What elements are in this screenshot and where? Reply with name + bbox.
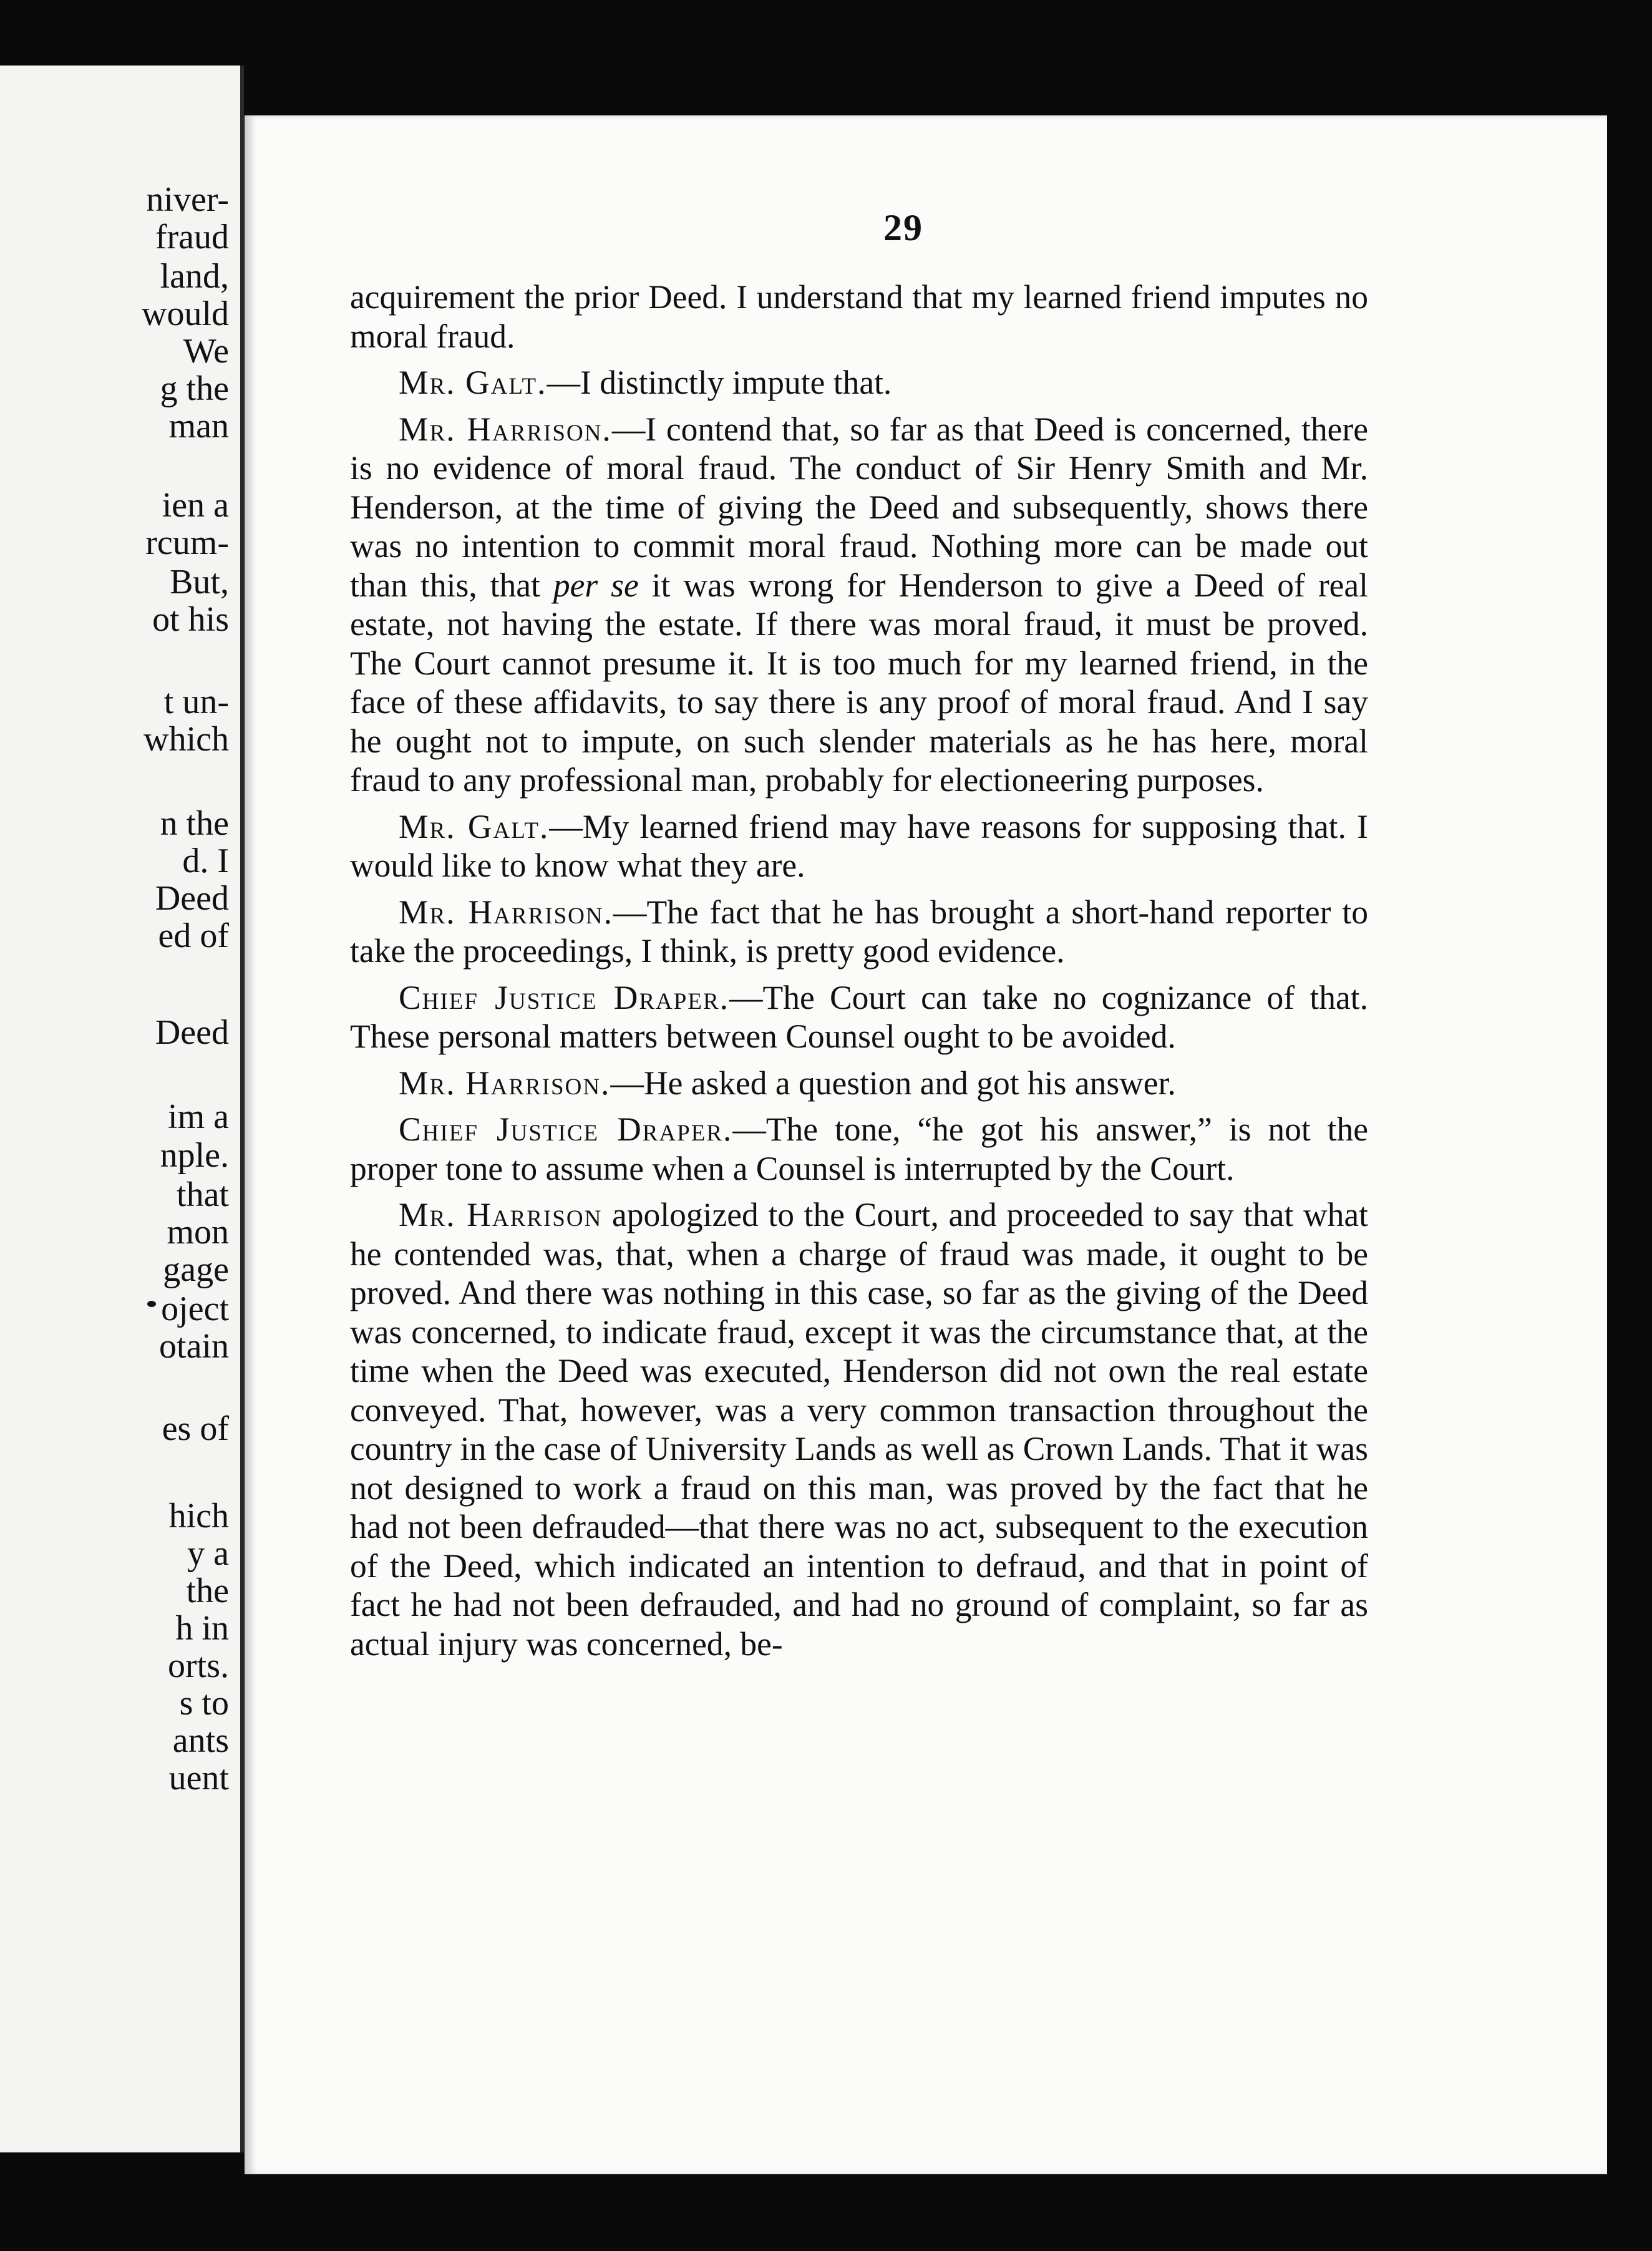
left-page-line: We bbox=[183, 332, 229, 371]
paragraph-text: —I contend that, so far as that Deed is concerned, there is no evidence of moral fraud. The conduct of Sir Henry Smith and Mr. Henderson, at the time of giving the Deed and subsequently, shows there was no intention to commit moral fraud. Nothing more can be made out than this, that bbox=[350, 410, 1368, 604]
paragraph-text: —The Court can take no cognizance of that. These personal matters between Counsel ought to be avoided. bbox=[350, 978, 1368, 1055]
left-page-line: would bbox=[142, 294, 229, 333]
speaker-name: Chief Justice Draper. bbox=[399, 1111, 733, 1148]
speaker-name: Chief Justice Draper. bbox=[399, 978, 730, 1016]
left-page-line: g the bbox=[160, 369, 229, 408]
left-page-line: fraud bbox=[155, 218, 229, 256]
paragraph-galt-1 bbox=[350, 363, 1368, 402]
left-page-line: h in bbox=[175, 1609, 229, 1648]
left-page-line: ien a bbox=[162, 486, 229, 525]
book-page bbox=[245, 115, 1607, 2174]
left-page-line: which bbox=[143, 720, 229, 759]
left-page-line: orts. bbox=[168, 1646, 229, 1685]
paragraph-text-continued: it was wrong for Henderson to give a Deed of real estate, not having the estate. If there was moral fraud, it must be proved. The Court cannot presume it. It is too much for my learned friend, in the face of these affidavits, to say there is any proof of moral fraud. And I say he ought not to impute, on such slender materials as he has here, moral fraud to any professional man, probably for electioneering purposes. bbox=[350, 566, 1368, 799]
speaker-name: Mr. Harrison. bbox=[399, 1064, 611, 1102]
speaker-name: Mr. Harrison. bbox=[399, 410, 612, 448]
left-page-line: the bbox=[186, 1572, 229, 1610]
paragraph-draper-1 bbox=[350, 978, 1368, 1056]
left-page-line: that bbox=[177, 1175, 229, 1214]
left-page-line: man bbox=[168, 407, 229, 445]
paragraph-harrison-4 bbox=[350, 1195, 1368, 1663]
paragraph-text: —The tone, “he got his answer,” is not the proper tone to assume when a Counsel is interrupted by the Court. bbox=[350, 1111, 1368, 1187]
speaker-name: Mr. Galt. bbox=[399, 364, 547, 401]
paragraph-harrison-2 bbox=[350, 893, 1368, 971]
left-page-line: hich bbox=[168, 1497, 229, 1535]
paragraph-text: —He asked a question and got his answer. bbox=[610, 1064, 1176, 1102]
left-page-line: ants bbox=[172, 1721, 229, 1760]
left-page-line: otain bbox=[159, 1327, 229, 1366]
page-number: 29 bbox=[883, 207, 923, 248]
paragraph-continuation bbox=[350, 278, 1368, 356]
left-page-line: gage bbox=[163, 1250, 229, 1289]
previous-page-edge bbox=[0, 66, 244, 2152]
left-page-line: Deed bbox=[155, 879, 229, 918]
italic-phrase: per se bbox=[553, 566, 639, 604]
left-page-line: niver- bbox=[146, 180, 229, 219]
left-page-line: But, bbox=[170, 563, 229, 601]
paragraph-harrison-1 bbox=[350, 410, 1368, 800]
paragraph-text: —My learned friend may have reasons for supposing that. I would like to know what they are. bbox=[350, 807, 1368, 884]
left-page-line: Deed bbox=[155, 1013, 229, 1052]
left-page-line: mon bbox=[167, 1213, 229, 1252]
left-page-line: t un- bbox=[163, 683, 229, 721]
left-page-line: land, bbox=[160, 257, 229, 296]
left-page-line: uent bbox=[168, 1759, 229, 1797]
left-page-line: s to bbox=[179, 1684, 229, 1723]
paragraph-harrison-3 bbox=[350, 1064, 1368, 1103]
ink-speck bbox=[147, 1301, 156, 1307]
left-page-line: rcum- bbox=[145, 523, 229, 562]
left-page-line: ed of bbox=[158, 916, 229, 955]
paragraph-text: acquirement the prior Deed. I understand that my learned friend imputes no moral fraud. bbox=[350, 278, 1368, 355]
left-page-line: y a bbox=[187, 1534, 229, 1573]
body-text bbox=[350, 278, 1368, 1663]
paragraph-text: —The fact that he has brought a short-hand reporter to take the proceedings, I think, is pretty good evidence. bbox=[350, 893, 1368, 970]
left-page-line: n the bbox=[160, 804, 229, 843]
left-page-line: es of bbox=[162, 1409, 229, 1448]
left-page-line: nple. bbox=[160, 1136, 229, 1175]
speaker-name: Mr. Galt. bbox=[399, 807, 550, 845]
paragraph-draper-2 bbox=[350, 1110, 1368, 1188]
paragraph-text: apologized to the Court, and proceeded to say that what he contended was, that, when a charge of fraud was made, it ought to be proved. And there was nothing in this case, so far as the giving of the Deed was concerned, to indicate fraud, except it was the circumstance that, at the time when the Deed was executed, Henderson did not own the real estate conveyed. That, however, was a very common transaction throughout the country in the case of University Lands as well as Crown Lands. That it was not designed to work a fraud on this man, was proved by the fact that he had not been defrauded—that there was no act, subsequent to the execution of the Deed, which indicated an intention to defraud, and that in point of fact he had not been defrauded, and had no ground of complaint, so far as actual injury was concerned, be- bbox=[350, 1196, 1369, 1663]
speaker-name: Mr. Harrison. bbox=[399, 893, 613, 931]
left-page-line: d. I bbox=[182, 842, 229, 880]
left-page-line: ot his bbox=[152, 600, 229, 639]
left-page-line: oject bbox=[161, 1290, 229, 1328]
speaker-name: Mr. Harrison bbox=[399, 1196, 603, 1233]
paragraph-text: —I distinctly impute that. bbox=[547, 364, 892, 401]
paragraph-galt-2 bbox=[350, 807, 1368, 885]
left-page-line: im a bbox=[168, 1097, 229, 1136]
